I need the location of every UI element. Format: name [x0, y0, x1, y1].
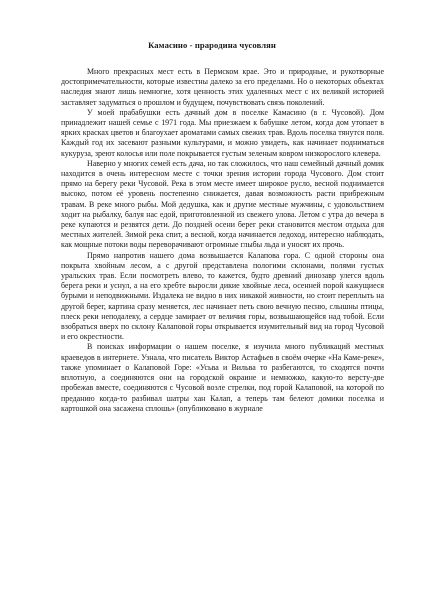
- paragraph: Наверно у многих семей есть дача, но так сложилось, что наш семейный дачный домик находится в очень интересном месте с точки зрения истории города Чусового. Дом стоит прямо на берегу реки Чусовой. Река в этом месте имеет широкое русло, весной поднимается высоко, потом её уровень постепенно снижается, давая возможность расти прибрежным травам. В реке много рыбы. Мой дедушка, как и другие местные мужчины, с удовольствием ходит на рыбалку, балуя нас едой, приготовленной из свежего улова. Летом с утра до вечера в реке купаются и резвятся дети. До поздней осени берег реки становится местом отдыха для местных жителей. Зимой река спит, а весной, когда начинается ледоход, интересно наблюдать, как мощные потоки воды переворачивают огромные глыбы льда и уносят их прочь.: [61, 158, 384, 250]
- paragraph: У моей прабабушки есть дачный дом в поселке Камасино (в г. Чусовой). Дом принадлежит нашей семье с 1971 года. Мы приезжаем к бабушке летом, когда дом утопает в ярких красках цветов и благоухает ароматами самых свежих трав. Вдоль поселка тянутся поля. Каждый год их засевают разными культурами, и можно увидеть, как начинает подниматься кукуруза, зреют колосья или поле покрывается густым зеленым ковром низкорослого клевера.: [61, 107, 384, 158]
- paragraph: В поисках информации о нашем поселке, я изучила много публикаций местных краеведов в интернете. Узнала, что писатель Виктор Астафьев в своём очерке «На Каме-реке», также упоминает о Калаповой Горе: «Усьва и Вильва то разбегаются, то сходятся почти вплотную, а соединяются они на городской окраине и немножко, какую-то версту-две пробежав вместе, соединяются с Чусовой возле стрелки, под горой Калаповой, на которой по преданию когда-то разбивал шатры хан Калап, а теперь там белеют домики поселка и картошкой она засажена сплошь» (опубликовано в журнале: [61, 342, 384, 413]
- paragraph: Прямо напротив нашего дома возвышается Калапова гора. С одной стороны она покрыта хвойным лесом, а с другой представлена пологими склонами, полями густых уральских трав. Если посмотреть влево, то кажется, будто древний динозавр улегся вдоль берега реки и уснул, а на его хребте выросли дикие хвойные леса, осенней порой кажущиеся бурыми и неподвижными. Издалека не видно в них никакой живности, но стоит переплыть на другой берег, картина сразу меняется, лес начинает петь свою вечную песню, слышны птицы, плеск реки неподалеку, а сердце замирает от величия горы, возвышающейся над тобой. Если взобраться вверх по склону Калаповой горы открывается изумительный вид на город Чусовой и его окрестности.: [61, 250, 384, 342]
- document-title: Камасино - прародина чусовлян: [148, 40, 276, 50]
- paragraph: Много прекрасных мест есть в Пермском крае. Это и природные, и рукотворные достопримечательности, которые известны далеко за его пределами. Но о некоторых объектах наследия знают лишь немногие, хотя ценность этих удаленных мест с их великой историей заставляет задуматься о прошлом и будущем, почувствовать связь поколений.: [61, 67, 384, 107]
- document-body: [61, 67, 384, 414]
